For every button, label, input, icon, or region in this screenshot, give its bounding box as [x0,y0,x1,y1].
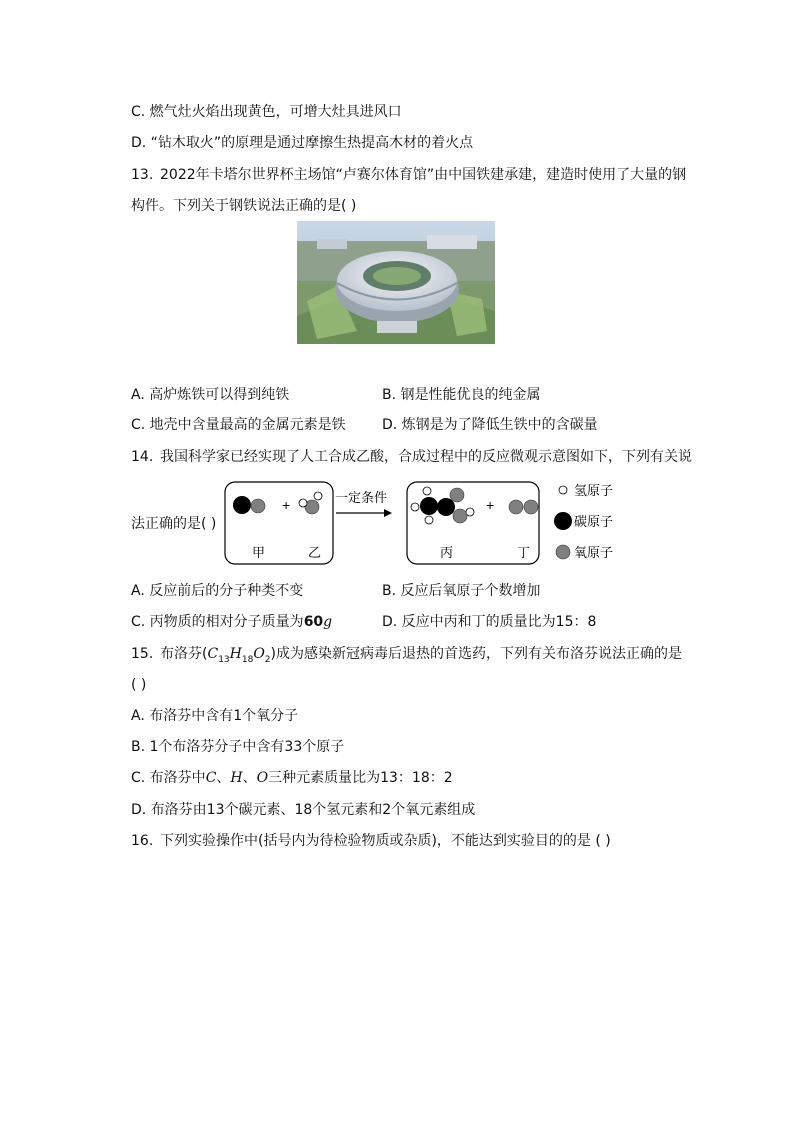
q15-number: 15. [131,646,154,662]
q15-option-d: D. 布洛芬由13个碳元素、18个氢元素和2个氧元素组成 [131,802,476,818]
label-ding: 丁 [517,546,531,561]
q13-stem-line1 [131,165,686,185]
q14-number: 14. [131,449,154,465]
oxygen-atom [251,499,265,513]
q14-option-c-text: C. 丙物质的相对分子质量为 [131,614,304,630]
element-o: O [256,770,269,786]
arrow-icon [384,509,392,517]
q14-stem-line1 [131,447,692,467]
hydrogen-atom [314,492,322,500]
label-yi: 乙 [308,546,322,561]
q15-text-pre: 布洛芬( [160,646,208,662]
q14-option-c-value: 60 [303,614,324,630]
formula-o-sub: 2 [264,654,271,665]
formula-h-sub: 18 [241,654,254,665]
reaction-condition: 一定条件 [335,491,388,506]
sep-2: 、 [242,770,257,786]
reactant-plus: + [282,497,291,513]
oxygen-atom [450,488,464,502]
formula-c: C [207,646,219,662]
q14-option-b: B. 反应后氧原子个数增加 [382,583,541,599]
q13-text: 2022年卡塔尔世界杯主场馆“卢赛尔体育馆”由中国铁建承建，建造时使用了大量的钢 [160,167,687,183]
q14-option-c [131,612,332,632]
q13-option-c: C. 地壳中含量最高的金属元素是铁 [131,417,346,433]
formula-h: H [229,646,242,662]
q14-option-a: A. 反应前后的分子种类不变 [131,583,304,599]
formula-o: O [253,646,265,662]
sep-1: 、 [216,770,231,786]
q16-number: 16. [131,833,154,849]
stadium-photo [297,221,495,344]
legend-hydrogen: 氢原子 [574,484,614,499]
q12-option-d: D. “钻木取火”的原理是通过摩擦生热提高木材的着火点 [131,135,474,151]
hydrogen-atom [411,503,419,511]
q15-option-a: A. 布洛芬中含有1个氧分子 [131,708,299,724]
label-jia: 甲 [252,546,266,561]
formula-c-sub: 13 [218,654,230,665]
label-bing: 丙 [440,546,454,561]
oxygen-atom [509,500,523,514]
q13-option-b: B. 钢是性能优良的纯金属 [382,387,541,403]
q14-option-c-unit: g [323,614,333,630]
q15-option-b: B. 1个布洛芬分子中含有33个原子 [131,739,345,755]
carbon-atom [233,496,251,514]
q16-stem [131,831,611,851]
legend-hydrogen-icon [559,486,567,494]
q15-text-post: )成为感染新冠病毒后退热的首选药，下列有关布洛芬说法正确的是 [270,646,682,662]
q15-option-c-post: 三种元素质量比为13：18：2 [268,770,453,786]
q14-text: 我国科学家已经实现了人工合成乙酸，合成过程中的反应微观示意图如下，下列有关说 [160,449,692,465]
q15-paren: ( ) [131,677,147,693]
legend-oxygen: 氧原子 [574,546,614,561]
q15-option-c-pre: C. 布洛芬中 [131,770,206,786]
hydrogen-atom [299,499,307,507]
legend-carbon: 碳原子 [574,515,614,530]
carbon-atom [437,498,455,516]
element-c: C [205,770,217,786]
legend-carbon-icon [554,512,572,530]
q13-stem-line2: 构件。下列关于钢铁说法正确的是( ) [131,198,357,214]
hydrogen-atom [423,487,431,495]
reaction-diagram [224,480,664,568]
q13-option-a: A. 高炉炼铁可以得到纯铁 [131,387,290,403]
oxygen-atom [524,500,538,514]
q16-text: 下列实验操作中(括号内为待检验物质或杂质)，不能达到实验目的的是 ( ) [160,833,611,849]
q13-option-d: D. 炼钢是为了降低生铁中的含碳量 [382,417,598,433]
carbon-atom [420,497,438,515]
q13-number: 13. [131,167,154,183]
q12-option-c: C. 燃气灶火焰出现黄色，可增大灶具进风口 [131,104,402,120]
oxygen-atom [453,509,467,523]
q15-stem-line1 [131,644,682,670]
element-h: H [230,770,243,786]
q14-stem-line2: 法正确的是( ) [131,516,217,532]
product-plus: + [486,497,495,513]
hydrogen-atom [425,516,433,524]
legend-oxygen-icon [556,545,570,559]
q15-option-c [131,768,453,788]
q14-option-d: D. 反应中丙和丁的质量比为15：8 [382,614,597,630]
